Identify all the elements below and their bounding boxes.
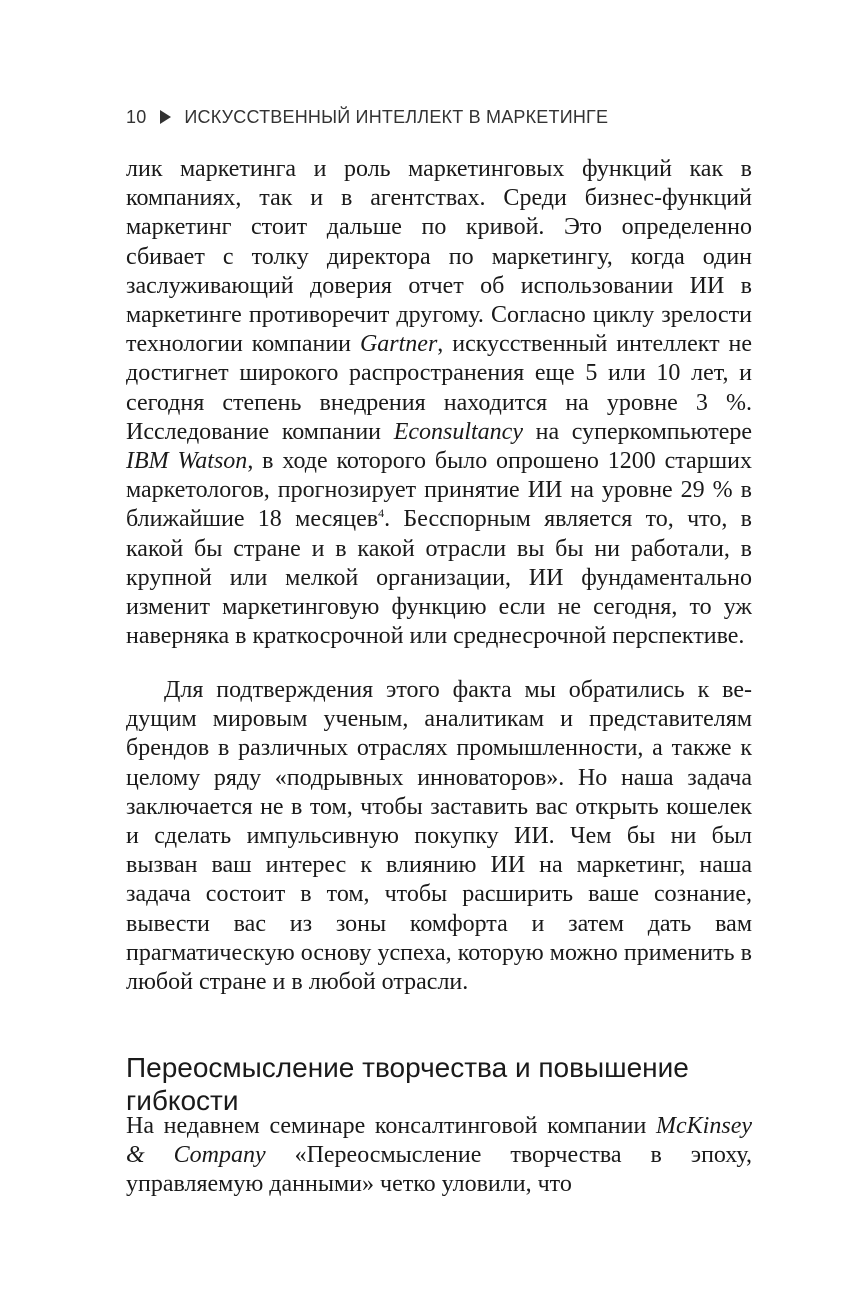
triangle-right-icon bbox=[160, 110, 171, 124]
p3-mckinsey: McKinsey & Company bbox=[126, 1113, 752, 1169]
p1-text-b: , искусственный интеллект не достигнет широкого распространения еще 5 или 10 лет, и сегодня степень внедрения находится на уровне 3 %. Исследование компании bbox=[126, 331, 752, 445]
paragraph-2 bbox=[126, 676, 752, 997]
section-heading: Переосмысление творчества и повышение гибкости bbox=[126, 1052, 689, 1117]
p3-text-a: На недавнем семинаре консалтинговой компании bbox=[126, 1113, 657, 1139]
p1-econsultancy: Econsultancy bbox=[393, 418, 523, 445]
paragraph-1 bbox=[126, 155, 752, 651]
running-title: ИСКУССТВЕННЫЙ ИНТЕЛЛЕКТ В МАРКЕТИНГЕ bbox=[184, 106, 609, 127]
p1-gartner: Gartner bbox=[359, 331, 438, 358]
p1-text-a: лик маркетинга и роль маркетинговых функций как в компаниях, так и в агентствах. Среди бизнес-функций маркетинг стоит дальше по кривой. Это определенно сбивает с толку директора по маркетингу, когда один заслуживающий доверия отчет об использовании ИИ в маркетинге противоречит другому. Согласно циклу зрелости технологии компании bbox=[126, 156, 752, 358]
p3-text-b: «Переосмысление творчества в эпоху, управляемую данными» четко уловили, что bbox=[126, 1142, 752, 1198]
p1-text-e: . Бесспорным является то, что, в какой бы стране и в какой отрасли вы бы ни работали, в крупной или мелкой организации, ИИ фундаментально изменит маркетинговую функцию если не сегодня, то уж наверняка в краткосрочной или среднесрочной перспективе. bbox=[126, 506, 752, 650]
paragraph-3 bbox=[126, 1112, 752, 1200]
p1-text-c: на суперкомпьютере bbox=[522, 418, 752, 445]
p1-ibm-watson: IBM Watson bbox=[126, 448, 248, 475]
footnote-ref: 4 bbox=[378, 506, 385, 521]
page-number: 10 bbox=[126, 106, 147, 127]
p1-text-d: , в ходе которого было опрошено 1200 старших маркетологов, прогнозирует принятие ИИ на уровне 29 % в ближайшие 18 месяцев bbox=[126, 448, 752, 533]
running-head bbox=[126, 105, 752, 129]
p2-text: Для подтверждения этого факта мы обратились к ведущим мировым ученым, аналитикам и представителям брендов в различных отраслях промышленности, а также к целому ряду «подрывных инноваторов». Но наша задача заключается не в том, чтобы заставить вас открыть кошелек и сделать импульсивную покупку ИИ. Чем бы ни был вызван ваш интерес к влиянию ИИ на маркетинг, наша задача состоит в том, чтобы расширить ваше сознание, вывести вас из зоны комфорта и затем дать вам прагматическую основу успеха, которую можно применить в любой стране и в любой отрасли. bbox=[126, 677, 752, 996]
